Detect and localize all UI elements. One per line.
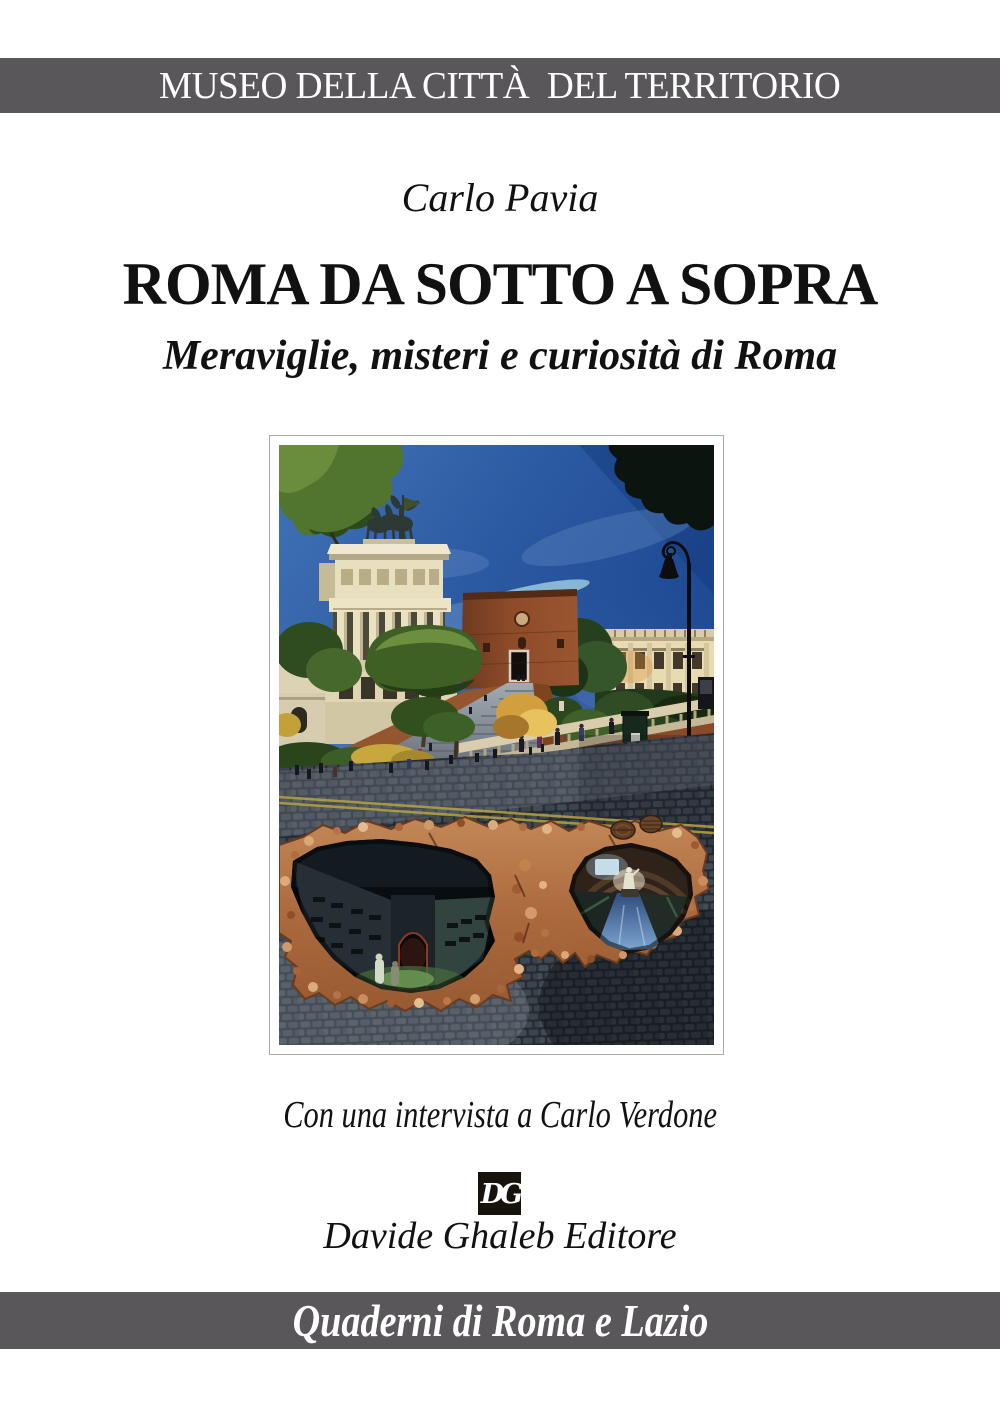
aracoeli-church xyxy=(461,589,579,689)
publisher-logo xyxy=(478,1172,521,1215)
author-name: Carlo Pavia xyxy=(401,175,599,220)
masthead-banner xyxy=(0,58,1000,113)
series-title: Quaderni di Roma e Lazio xyxy=(292,1295,708,1346)
book-title: ROMA DA SOTTO A SOPRA xyxy=(122,251,878,317)
svg-text:DG: DG xyxy=(480,1179,520,1210)
cover-photo-frame xyxy=(269,435,724,1055)
book-subtitle: Meraviglie, misteri e curiosità di Roma xyxy=(162,333,838,379)
rose-window xyxy=(515,612,529,626)
publisher-name: Davide Ghaleb Editore xyxy=(323,1215,677,1257)
cover-photo-illustration xyxy=(279,445,714,1045)
cover-photo xyxy=(279,445,714,1045)
dg-logo-icon xyxy=(478,1172,521,1215)
interview-tagline: Con una intervista a Carlo Verdone xyxy=(283,1094,717,1136)
masthead-text: MUSEO DELLA CITTÀ DEL TERRITORIO xyxy=(159,64,841,107)
series-banner xyxy=(0,1292,1000,1349)
